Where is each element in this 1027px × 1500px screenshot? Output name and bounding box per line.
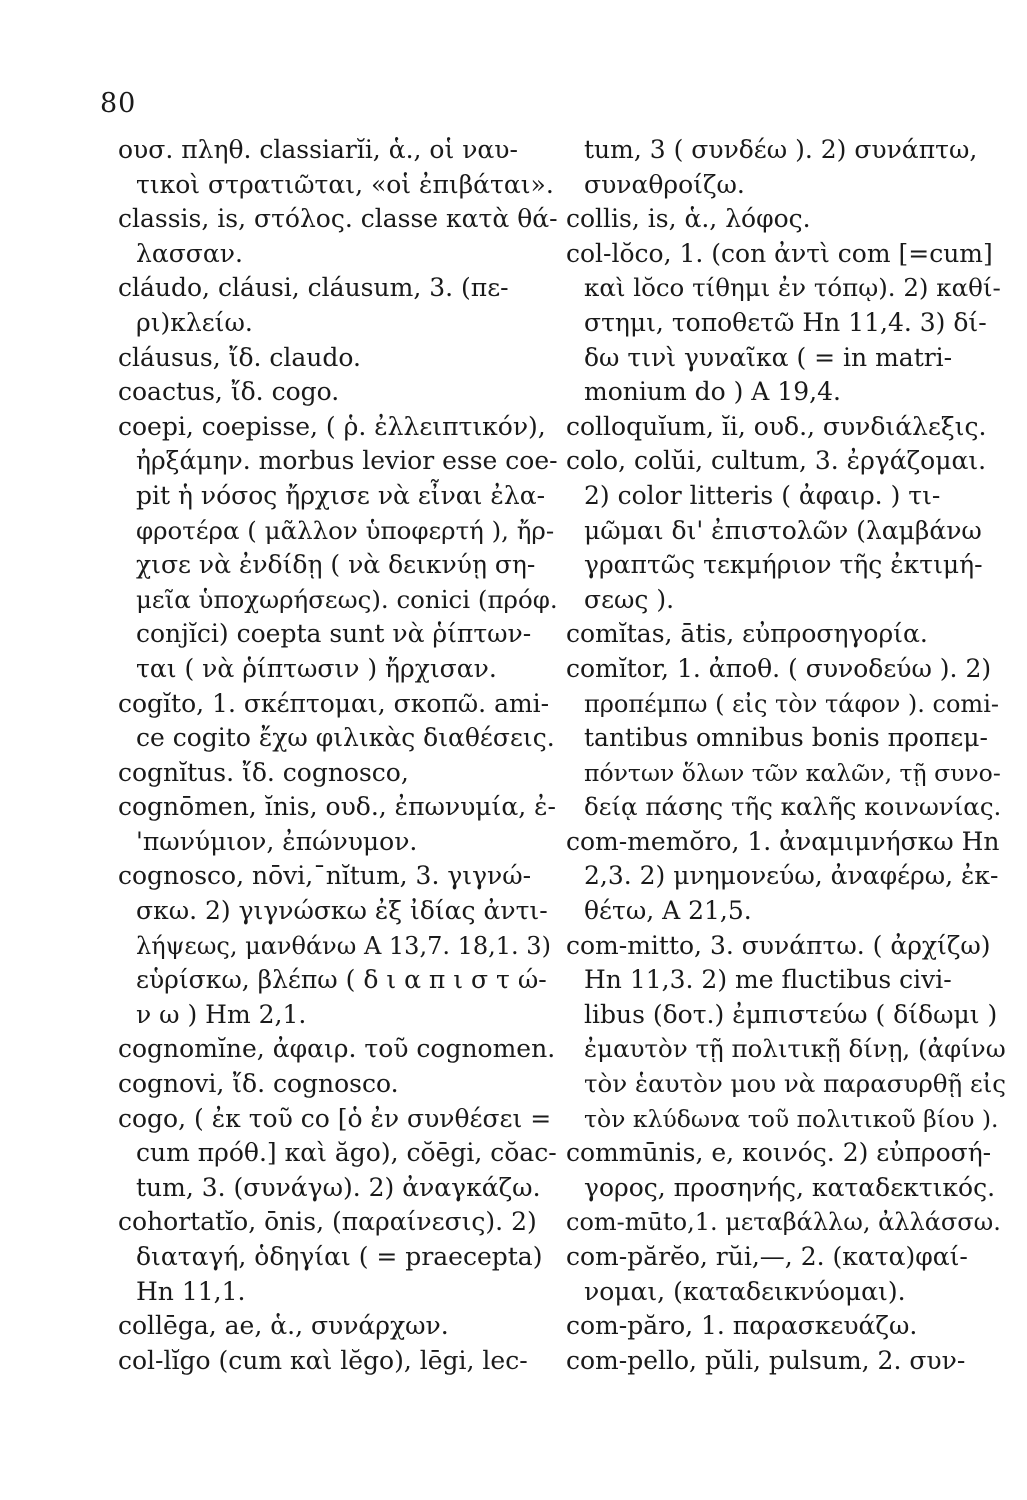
dict-line: διαταγή, ὁδηγίαι ( = praecepta) (136, 1242, 543, 1271)
dict-line: ται ( νὰ ῥίπτωσιν ) ἤρχισαν. (136, 653, 497, 683)
dict-line: cognosco, nōvi,ˉnĭtum, 3. γιγνώ- (118, 861, 532, 891)
dict-line: δείᾳ πάσης τῆς καλῆς κοινωνίας. (584, 792, 1002, 822)
dict-line: γορος, προσηνής, καταδεκτικός. (584, 1172, 996, 1202)
dict-line: συναθροίζω. (584, 169, 745, 199)
dict-line: comĭtas, ātis, εὐπροσηγορία. (566, 619, 928, 649)
dict-line: com-părĕo, rŭi,—, 2. (κατα)φαί- (566, 1242, 968, 1271)
dict-line: comĭtor, 1. ἀποθ. ( συνοδεύω ). 2) (566, 653, 992, 683)
dict-line: τὸν κλύδωνα τοῦ πολιτικοῦ βίου ). (584, 1104, 999, 1133)
dict-line: χισε νὰ ἐνδίδῃ ( νὰ δεικνύῃ ση- (136, 550, 536, 580)
dict-line: cláudo, cláusi, cláusum, 3. (πε- (118, 273, 509, 303)
dict-line: conjĭci) coepta sunt νὰ ῥίπτων- (136, 619, 532, 649)
dict-line: cohortatĭo, ōnis, (παραίνεσις). 2) (118, 1207, 537, 1237)
dict-line: πόντων ὅλων τῶν καλῶν, τῇ συνο- (584, 758, 1001, 787)
dict-line: col-lŏco, 1. (con ἀντὶ com [=cum] (566, 238, 993, 268)
dict-line: coactus, ἴδ. cogo. (118, 377, 340, 407)
dict-line: λασσαν. (136, 238, 243, 268)
dict-line: cognovi, ἴδ. cognosco. (118, 1069, 399, 1099)
right-column (566, 133, 1006, 1378)
dict-line: com-pello, pŭli, pulsum, 2. συν- (566, 1345, 966, 1375)
dict-line: com-memŏro, 1. ἀναμιμνήσκω Hn (566, 826, 1000, 856)
dict-line: cogĭto, 1. σκέπτομαι, σκοπῶ. ami- (118, 688, 550, 718)
dict-line: 'πωνύμιον, ἐπώνυμον. (136, 826, 418, 856)
dict-line: ν ω ) Hm 2,1. (136, 999, 307, 1029)
dict-line: libus (δοτ.) ἐμπιστεύω ( δίδωμι ) (584, 999, 998, 1029)
left-column (118, 133, 558, 1378)
dict-line: cognōmen, ĭnis, ουδ., ἐπωνυμία, ἐ- (118, 792, 556, 822)
dict-line: μῶμαι δι' ἐπιστολῶν (λαμβάνω (584, 515, 982, 545)
dict-line: Hn 11,3. 2) me fluctibus civi- (584, 965, 952, 995)
dict-line: cogo, ( ἐκ τοῦ co [ὁ ἐν συνθέσει = (118, 1103, 552, 1133)
dict-line: cognĭtus. ἴδ. cognosco, (118, 757, 409, 787)
dict-line: tum, 3 ( συνδέω ). 2) συνάπτω, (584, 135, 978, 164)
dict-line: classis, is, στόλος. classe κατὰ θά- (118, 204, 558, 234)
dict-line: εὑρίσκω, βλέπω ( δ ι α π ι σ τ ώ- (136, 965, 547, 995)
dict-line: monium do ) Α 19,4. (584, 377, 841, 407)
dict-line: com-păro, 1. παρασκευάζω. (566, 1311, 918, 1341)
dict-line: ρι)κλείω. (136, 307, 253, 337)
dict-line: ce cogito ἔχω φιλικὰς διαθέσεις. (136, 723, 555, 753)
dict-line: commūnis, e, κοινός. 2) εὐπροσή- (566, 1138, 992, 1168)
dict-line: καὶ lŏco τίθημι ἐν τόπῳ). 2) καθί- (584, 273, 1001, 303)
dict-line: λήψεως, μανθάνω Α 13,7. 18,1. 3) (136, 931, 551, 960)
dict-line: στημι, τοποθετῶ Hn 11,4. 3) δί- (584, 307, 987, 337)
dict-line: colloquĭum, ĭi, ουδ., συνδιάλεξις. (566, 411, 987, 441)
dict-line: cognomĭne, ἀφαιρ. τοῦ cognomen. (118, 1034, 556, 1064)
dict-line: collis, is, ἁ., λόφος. (566, 204, 811, 234)
dict-line: cláusus, ἴδ. claudo. (118, 342, 361, 372)
dict-line: collēga, ae, ἁ., συνάρχων. (118, 1311, 449, 1341)
dict-line: pit ἡ νόσος ἤρχισε νὰ εἶναι ἐλα- (136, 480, 546, 510)
dict-line: colo, colŭi, cultum, 3. ἐργάζομαι. (566, 446, 987, 476)
dict-line: tantibus omnibus bonis προπεμ- (584, 723, 988, 753)
dict-line: ἐμαυτὸν τῇ πολιτικῇ δίνῃ, (ἀφίνω (584, 1034, 1006, 1064)
dict-line: μεῖα ὑποχωρήσεως). conici (πρόφ. (136, 584, 558, 614)
dict-line: 2) color litteris ( ἀφαιρ. ) τι- (584, 480, 941, 510)
dict-line: col-lĭgo (cum καὶ lĕgo), lēgi, lec- (118, 1345, 528, 1375)
dict-line: com-mūto,1. μεταβάλλω, ἀλλάσσω. (566, 1208, 1001, 1237)
dict-line: cum πρόθ.] καὶ ăgo), cŏēgi, cŏac- (136, 1138, 557, 1168)
dict-line: ουσ. πληθ. classiarĭi, ἁ., οἱ ναυ- (118, 135, 518, 164)
dict-line: δω τινὶ γυναῖκα ( = in matri- (584, 342, 953, 372)
dict-line: Hn 11,1. (136, 1276, 246, 1306)
dict-line: 2,3. 2) μνημονεύω, ἀναφέρω, ἐκ- (584, 861, 999, 891)
dict-line: tum, 3. (συνάγω). 2) ἀναγκάζω. (136, 1172, 541, 1202)
dict-line: σκω. 2) γιγνώσκω ἐξ ἰδίας ἀντι- (136, 896, 548, 926)
dict-line: τικοὶ στρατιῶται, «οἱ ἐπιβάται». (136, 169, 554, 199)
dict-line: νομαι, (καταδεικνύομαι). (584, 1276, 906, 1306)
dict-line: θέτω, Α 21,5. (584, 896, 752, 926)
dict-line: προπέμπω ( εἰς τὸν τάφον ). comi- (584, 689, 999, 718)
dict-line: com-mitto, 3. συνάπτω. ( ἀρχίζω) (566, 930, 991, 960)
dict-line: τὸν ἑαυτὸν μου νὰ παρασυρθῇ εἰς (584, 1069, 1006, 1099)
page-number: 80 (100, 88, 137, 119)
dict-line: coepi, coepisse, ( ῥ. ἐλλειπτικόν), (118, 411, 546, 441)
dict-line: σεως ). (584, 584, 675, 614)
dict-line: φροτέρα ( μᾶλλον ὑποφερτή ), ἤρ- (136, 515, 555, 545)
dict-line: γραπτῶς τεκμήριον τῆς ἐκτιμή- (584, 550, 983, 580)
dict-line: ἠρξάμην. morbus levior esse coe- (136, 446, 558, 476)
